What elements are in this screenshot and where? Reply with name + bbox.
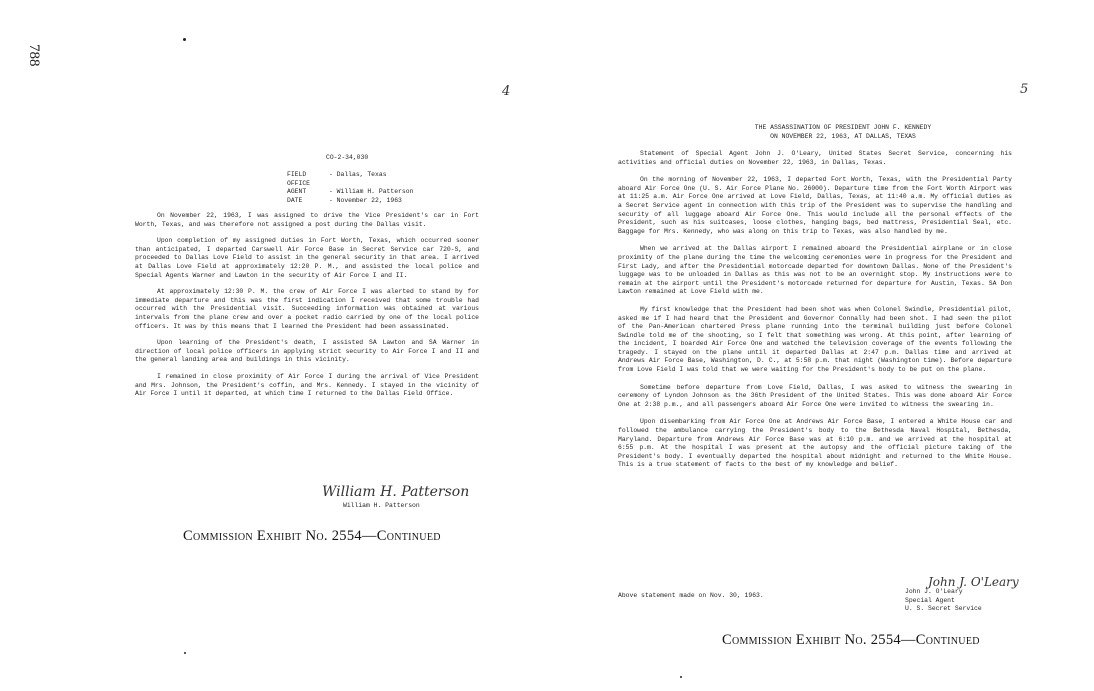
paragraph: Sometime before departure from Love Field, Dallas, I was asked to witness the swearing in ceremony of Lyndon Johnson as the 36th President of the United States. This was done aboard Air Force One at 2:38 p.m., and all passengers aboard Air Force One were invited to witness the swearing in. (618, 383, 1012, 408)
left-caption: Commission Exhibit No. 2554—Continued (183, 528, 441, 544)
header-label: DATE (287, 196, 303, 204)
right-handwritten-page-number: 5 (1020, 82, 1029, 97)
ink-speck (183, 38, 186, 41)
signature-name: John J. O'Leary (905, 588, 963, 595)
ink-speck (680, 676, 682, 678)
title-line: ON NOVEMBER 22, 1963, AT DALLAS, TEXAS (770, 132, 916, 140)
header-value: - William H. Patterson (329, 188, 414, 196)
right-body (618, 150, 1012, 470)
paragraph: Upon completion of my assigned duties in Fort Worth, Texas, which occurred sooner than anticipated, I departed Carswell Air Force Base in Secret Service car 720-S, and proceeded to Dallas Love Field to assist in the general security in that area. I arrived at Dallas Love Field at approximately 12:20 P. M., and assisted the local police and Special Agents Warner and Lawton in the security of Air Force I and II. (135, 237, 479, 279)
paragraph: At approximately 12:30 P. M. the crew of Air Force I was alerted to stand by for immediate departure and this was the first indication I received that some trouble had occurred with the Presidential visit. Succeeding information was obtained at various intervals from the plane crew and over a pocket radio carried by one of the local police officers. It was by this means that I learned the President had been assassinated. (135, 288, 479, 330)
left-signature-name: William H. Patterson (343, 502, 420, 509)
header-label: AGENT (287, 188, 307, 196)
title-line: THE ASSASSINATION OF PRESIDENT JOHN F. KENNEDY (754, 124, 932, 131)
right-signature: John J. O'Leary (928, 575, 1019, 589)
report-header (287, 171, 487, 205)
header-value: - November 22, 1963 (329, 196, 402, 204)
page-number: 788 (26, 44, 42, 67)
right-signature-block (905, 588, 982, 614)
left-handwritten-page-number: 4 (502, 84, 511, 99)
paragraph: On the morning of November 22, 1963, I departed Fort Worth, Texas, with the Presidential Party aboard Air Force One (U. S. Air Force Plane No. 26000). Departure time from the Fort Worth Airport was at 11:25 a.m. Air Force One arrived at Love Field, Dallas, Texas, at 11:40 a.m. My official duties as a Secret Service agent in connection with this trip of the President was to supervise the handling and security of all luggage aboard Air Force One. This would include all the personal effects of the President, such as his suitcases, loose clothes, hanging bags, bed mattress, Presidential Seal, etc. Baggage for Mrs. Kennedy, who was along on this trip to Texas, was also handled by me. (618, 176, 1012, 235)
file-number: CO-2-34,030 (326, 154, 369, 161)
left-signature: William H. Patterson (322, 484, 470, 500)
left-body (135, 212, 479, 399)
header-value: - Dallas, Texas (329, 171, 387, 178)
statement-title (728, 124, 958, 141)
signature-title: Special Agent (905, 596, 955, 604)
paragraph: My first knowledge that the President had been shot was when Colonel Swindle, Presidential pilot, asked me if I had heard that the President and Governor Connally had been shot. I had seen the pilot of the Pan-American chartered Press plane running into the terminal building just before Colonel Swindle told me of the shooting, so I felt that something was wrong. At this point, after learning of the incident, I boarded Air Force One and watched the television coverage of the events following the tragedy. I stayed on the plane until it departed Dallas at 2:47 p.m. Dallas time and arrived at Andrews Air Force Base, Washington, D. C., at 5:58 p.m. that night (Washington time). Before departure from Love Field I was told that we were waiting for the President's body to be put on the plane. (618, 305, 1012, 374)
ink-speck (184, 652, 186, 654)
header-label: FIELD OFFICE (287, 171, 311, 187)
paragraph: Upon learning of the President's death, I assisted SA Lawton and SA Warner in direction of local police officers in applying strict security to Air Force I and II and the general landing area and buildings in this vicinity. (135, 339, 479, 364)
paragraph: Upon disembarking from Air Force One at Andrews Air Force Base, I entered a White House car and followed the ambulance carrying the President's body to the Bethesda Naval Hospital, Bethesda, Maryland. Departure from Andrews Air Force Base was at 6:10 p.m. and we arrived at the hospital at 6:55 p.m. At the hospital I was present at the autopsy and the official picture taking of the President's body. I eventually departed the hospital about midnight and returned to the White House. This is a true statement of facts to the best of my knowledge and belief. (618, 418, 1012, 469)
paragraph: Statement of Special Agent John J. O'Leary, United States Secret Service, concerning his activities and official duties on November 22, 1963, in Dallas, Texas. (618, 150, 1012, 166)
paragraph: I remained in close proximity of Air Force I during the arrival of Vice President and Mrs. Johnson, the President's coffin, and Mrs. Kennedy. I stayed in the vicinity of Air Force I until it departed, at which time I returned to the Dallas Field Office. (135, 372, 479, 398)
statement-date: Above statement made on Nov. 30, 1963. (618, 592, 764, 599)
paragraph: When we arrived at the Dallas airport I remained aboard the Presidential airplane or in close proximity of the plane during the time the welcoming ceremonies were in progress for the President and First Lady, and after the Presidential motorcade departed for downtown Dallas. None of the President's luggage was to be unloaded in Dallas as this was not to be an overnight stop. My instructions were to remain at the airport until the President's motorcade returned for departure for Austin, Texas. SA Don Lawton remained at Love Field with me. (618, 245, 1012, 296)
signature-agency: U. S. Secret Service (905, 605, 982, 613)
paragraph: On November 22, 1963, I was assigned to drive the Vice President's car in Fort Worth, Texas, and was therefore not assigned a post during the Dallas visit. (135, 212, 479, 228)
right-caption: Commission Exhibit No. 2554—Continued (722, 632, 980, 648)
